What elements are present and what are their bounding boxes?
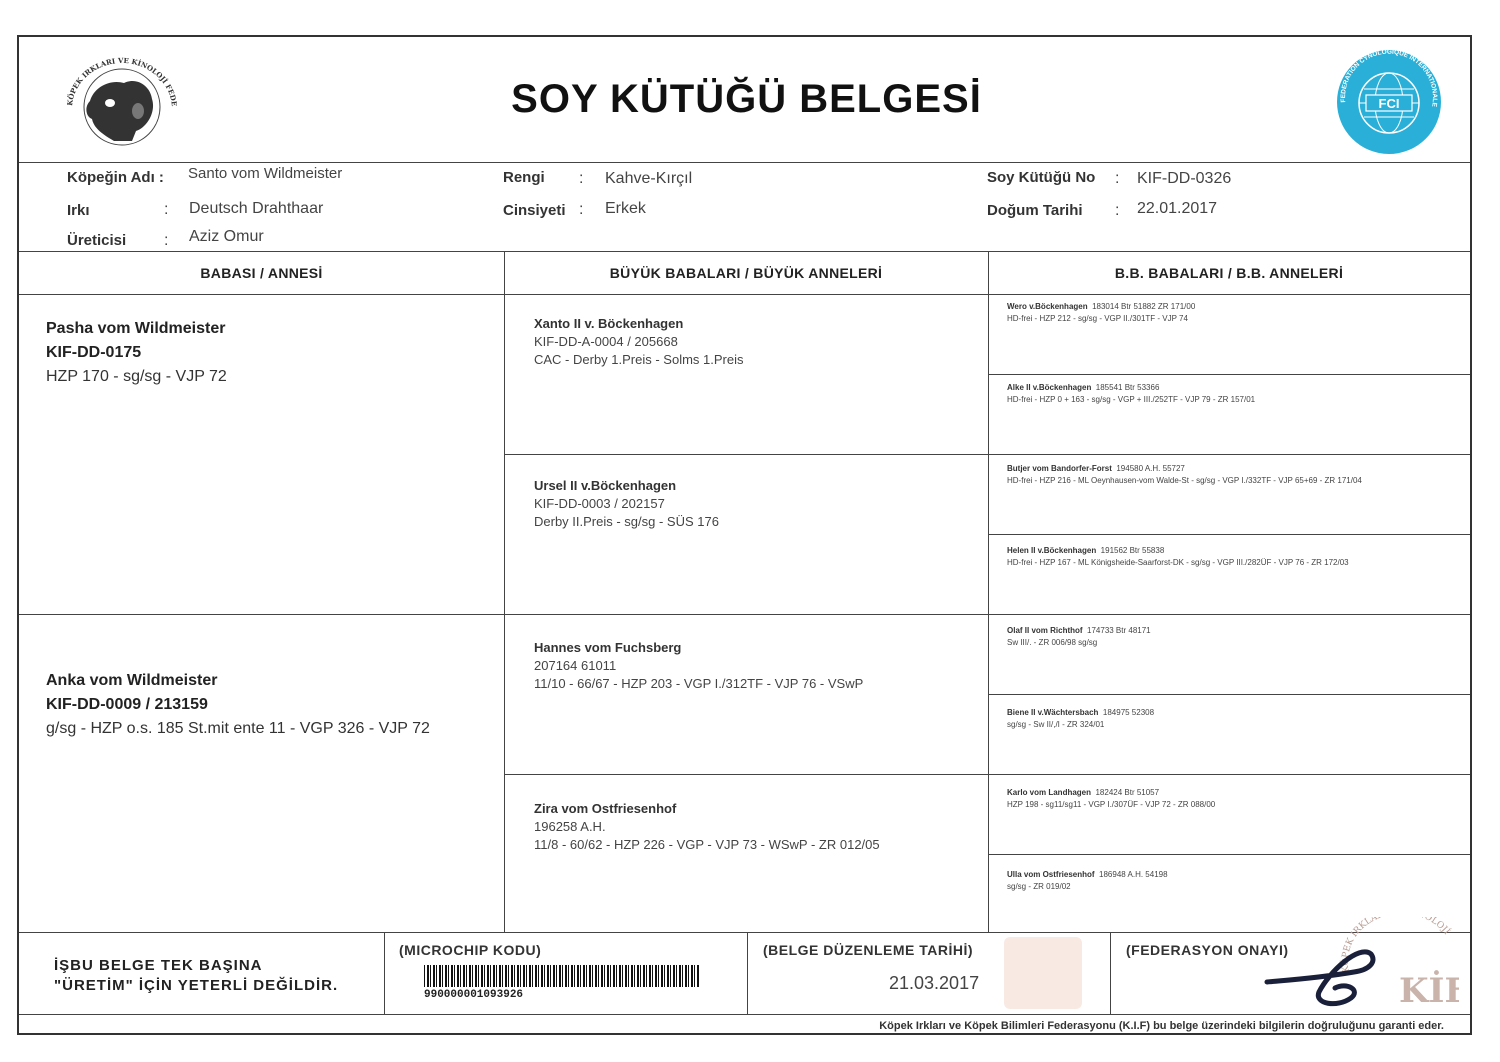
great-grandparent-7 [1007,785,1462,811]
great-grandparent-3 [1007,461,1462,487]
revenue-stamp-icon [1004,937,1082,1009]
ggp-name: Alke II v.Böckenhagen [1007,383,1092,392]
microchip-barcode [424,965,699,987]
warning-text [54,956,338,996]
ggp-reg: 191562 Btr 55838 [1100,546,1165,555]
ggp-reg: 182424 Btr 51057 [1095,788,1160,797]
stamp-abbr: KİF [1399,971,1459,1007]
parent-name: Pasha vom Wildmeister [46,320,226,337]
breeder-value: Aziz Omur [189,228,264,245]
ggp-titles: HZP 198 - sg11/sg11 - VGP I./307ÜF - VJP 72 - ZR 088/00 [1007,800,1216,809]
col-header-great-grandparents: B.B. BABALARI / B.B. ANNELERİ [1114,265,1344,281]
birth-date-colon: : [1115,202,1120,219]
birth-date-value: 22.01.2017 [1137,200,1218,217]
grandparent-reg: 196258 A.H. [534,819,606,834]
parent-titles: HZP 170 - sg/sg - VJP 72 [46,368,227,385]
fci-logo-graphic [1334,47,1444,157]
grandparent-1 [534,315,974,369]
dog-name-label: Köpeğin Adı : [67,169,164,186]
col-header-parents: BABASI / ANNESİ [200,265,323,281]
warning-line-1: İŞBU BELGE TEK BAŞINA [54,957,263,974]
grandparent-reg: 207164 61011 [534,658,617,673]
grandparent-4 [534,800,974,854]
breed-colon: : [164,201,169,218]
ggp-name: Wero v.Böckenhagen [1007,302,1088,311]
breeder-colon: : [164,232,169,249]
ggp-titles: sg/sg - ZR 019/02 [1007,882,1071,891]
ggp-reg: 185541 Btr 53366 [1095,383,1160,392]
grandparent-titles: 11/8 - 60/62 - HZP 226 - VGP - VJP 73 - WSwP - ZR 012/05 [534,837,880,852]
ggp-name: Olaf II vom Richthof [1007,626,1083,635]
great-grandparent-1 [1007,299,1462,325]
breed-label: Irkı [67,202,90,219]
color-label: Rengi [503,169,545,186]
dog-name-value: Santo vom Wildmeister [188,165,343,182]
great-grandparent-2 [1007,380,1462,406]
issue-date-value: 21.03.2017 [889,973,980,993]
parent-reg: KIF-DD-0009 / 213159 [46,696,208,713]
grandparent-name: Xanto II v. Böckenhagen [534,316,684,331]
ggp-name: Karlo vom Landhagen [1007,788,1092,797]
reg-no-label: Soy Kütüğü No [987,169,1096,186]
ggp-reg: 194580 A.H. 55727 [1116,464,1185,473]
color-colon: : [579,170,584,187]
approval-label: (FEDERASYON ONAYI) [1126,942,1289,958]
grandparent-titles: 11/10 - 66/67 - HZP 203 - VGP I./312TF - VJP 76 - VSwP [534,676,864,691]
sex-label: Cinsiyeti [503,202,566,219]
ggp-titles: HD-frei - HZP 167 - ML Königsheide-Saarforst-DK - sg/sg - VGP III./282ÜF - VJP 76 - ZR 172/03 [1007,558,1349,567]
ggp-reg: 183014 Btr 51882 ZR 171/00 [1092,302,1196,311]
parent-name: Anka vom Wildmeister [46,672,218,689]
great-grandparent-8 [1007,867,1462,893]
grandparent-name: Zira vom Ostfriesenhof [534,801,677,816]
ggp-titles: sg/sg - Sw II/,/I - ZR 324/01 [1007,720,1105,729]
ggp-name: Biene II v.Wächtersbach [1007,708,1099,717]
ggp-name: Helen II v.Böckenhagen [1007,546,1097,555]
fci-abbr: FCI [1378,96,1400,111]
kif-logo-text: KÖPEK IRKLARI VE KİNOLOJİ FEDE [65,55,179,107]
great-grandparent-5 [1007,623,1462,649]
col-header-grandparents: BÜYÜK BABALARI / BÜYÜK ANNELERİ [609,265,883,281]
ggp-titles: HD-frei - HZP 212 - sg/sg - VGP II./301TF - VJP 74 [1007,314,1188,323]
great-grandparent-4 [1007,543,1462,569]
grandparent-reg: KIF-DD-A-0004 / 205668 [534,334,678,349]
ggp-reg: 174733 Btr 48171 [1087,626,1151,635]
color-value: Kahve-Kırçıl [605,170,693,187]
ggp-reg: 186948 A.H. 54198 [1099,870,1168,879]
ggp-name: Butjer vom Bandorfer-Forst [1007,464,1112,473]
certificate-frame [17,35,1472,1035]
ggp-titles: HD-frei - HZP 216 - ML Oeynhausen-vom Walde-St - sg/sg - VGP I./332TF - VJP 65+69 - ZR 171/04 [1007,476,1362,485]
great-grandparent-6 [1007,705,1462,731]
parent-sire [46,317,486,389]
breed-value: Deutsch Drahthaar [189,200,324,217]
grandparent-2 [534,477,974,531]
grandparent-name: Hannes vom Fuchsberg [534,640,682,655]
reg-no-value: KIF-DD-0326 [1137,170,1232,187]
ggp-titles: Sw III/. - ZR 006/98 sg/sg [1007,638,1098,647]
parent-titles: g/sg - HZP o.s. 185 St.mit ente 11 - VGP 326 - VJP 72 [46,720,430,737]
parent-reg: KIF-DD-0175 [46,344,142,361]
grandparent-name: Ursel II v.Böckenhagen [534,478,677,493]
grandparent-3 [534,639,974,693]
microchip-value: 990000001093926 [424,989,524,1001]
federation-note: Köpek Irkları ve Köpek Bilimleri Federasyonu (K.I.F) bu belge üzerindeki bilgilerin doğruluğunu garanti eder. [879,1020,1444,1032]
warning-line-2: "ÜRETİM" İÇİN YETERLİ DEĞİLDİR. [54,977,339,994]
grandparent-titles: CAC - Derby 1.Preis - Solms 1.Preis [534,352,744,367]
grandparent-titles: Derby II.Preis - sg/sg - SÜS 176 [534,514,719,529]
stamp-text: KÖPEK IRKLA OLOJİ [1340,917,1452,974]
issue-date-label: (BELGE DÜZENLEME TARİHİ) [763,942,974,958]
birth-date-label: Doğum Tarihi [987,202,1083,219]
grandparent-reg: KIF-DD-0003 / 202157 [534,496,665,511]
signature-icon [1259,942,1379,1012]
ggp-reg: 184975 52308 [1102,708,1155,717]
reg-no-colon: : [1115,170,1120,187]
page-title: SOY KÜTÜĞÜ BELGESİ [511,77,982,121]
fci-logo [1334,47,1444,157]
fci-logo-text: FEDERATION CYNOLOGIQUE INTERNATIONALE [1339,48,1439,108]
ggp-titles: HD-frei - HZP 0 + 163 - sg/sg - VGP + III./252TF - VJP 79 - ZR 157/01 [1007,395,1256,404]
microchip-label: (MICROCHIP KODU) [399,942,542,958]
sex-value: Erkek [605,200,646,217]
breeder-label: Üreticisi [67,232,127,249]
sex-colon: : [579,201,584,218]
ggp-name: Ulla vom Ostfriesenhof [1007,870,1095,879]
parent-dam [46,669,466,741]
